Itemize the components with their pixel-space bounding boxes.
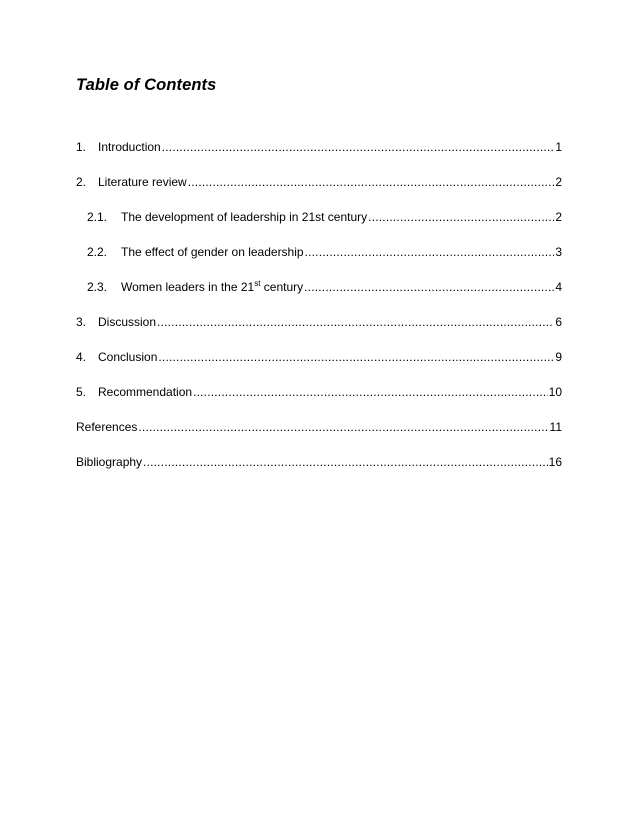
toc-entry-page: 4 xyxy=(555,280,562,294)
toc-entry-page: 3 xyxy=(555,245,562,259)
toc-entry-number: 4. xyxy=(76,350,87,364)
toc-dot-leader xyxy=(138,420,548,434)
toc-dot-leader xyxy=(157,315,554,329)
toc-entry-number: 5. xyxy=(76,385,87,399)
toc-entry-page: 6 xyxy=(555,315,562,329)
toc-entry-page: 16 xyxy=(548,455,562,469)
toc-entry-title xyxy=(121,280,303,294)
toc-entry-conclusion[interactable] xyxy=(76,348,562,364)
toc-entry-page: 9 xyxy=(555,350,562,364)
toc-entry-number: 3. xyxy=(76,315,87,329)
toc-entry-page: 2 xyxy=(555,210,562,224)
toc-entry-number: 2. xyxy=(76,175,87,189)
toc-entry-number: 2.3. xyxy=(87,280,108,294)
toc-entry-references[interactable] xyxy=(76,418,562,434)
toc-entry-title: Bibliography xyxy=(76,455,143,469)
toc-entry-title-superscript: st xyxy=(254,279,261,288)
toc-entry-introduction[interactable] xyxy=(76,138,562,154)
toc-entry-page: 2 xyxy=(555,175,562,189)
toc-entry-title: Recommendation xyxy=(98,385,193,399)
toc-entry-title: Conclusion xyxy=(98,350,158,364)
toc-entry-title-rest: century xyxy=(260,280,304,294)
toc-entry-page: 1 xyxy=(555,140,562,154)
toc-entry-title: The development of leadership in 21st century xyxy=(121,210,368,224)
toc-dot-leader xyxy=(305,245,555,259)
toc-entry-women-leaders[interactable] xyxy=(87,278,562,294)
toc-dot-leader xyxy=(143,455,548,469)
toc-dot-leader xyxy=(188,175,555,189)
toc-entry-title: The effect of gender on leadership xyxy=(121,245,304,259)
toc-entry-number: 1. xyxy=(76,140,87,154)
toc-dot-leader xyxy=(368,210,554,224)
toc-dot-leader xyxy=(162,140,555,154)
toc-entry-title: Literature review xyxy=(98,175,187,189)
toc-entry-title: Discussion xyxy=(98,315,157,329)
toc-dot-leader xyxy=(158,350,554,364)
toc-entry-recommendation[interactable] xyxy=(76,383,562,399)
toc-entry-discussion[interactable] xyxy=(76,313,562,329)
page-title: Table of Contents xyxy=(76,76,217,94)
toc-entry-title-main: Women leaders in the 21 xyxy=(121,280,255,294)
toc-entry-page: 11 xyxy=(549,420,562,434)
toc-dot-leader xyxy=(304,280,554,294)
toc-entry-literature-review[interactable] xyxy=(76,173,562,189)
toc-entry-number: 2.1. xyxy=(87,210,108,224)
toc-entry-title: Introduction xyxy=(98,140,161,154)
toc-entry-bibliography[interactable] xyxy=(76,453,562,469)
toc-entry-title: References xyxy=(76,420,138,434)
toc-entry-number: 2.2. xyxy=(87,245,108,259)
toc-entry-page: 10 xyxy=(548,385,562,399)
toc-entry-effect-of-gender[interactable] xyxy=(87,243,562,259)
toc-dot-leader xyxy=(193,385,548,399)
toc-entry-development-of-leadership[interactable] xyxy=(87,208,562,224)
